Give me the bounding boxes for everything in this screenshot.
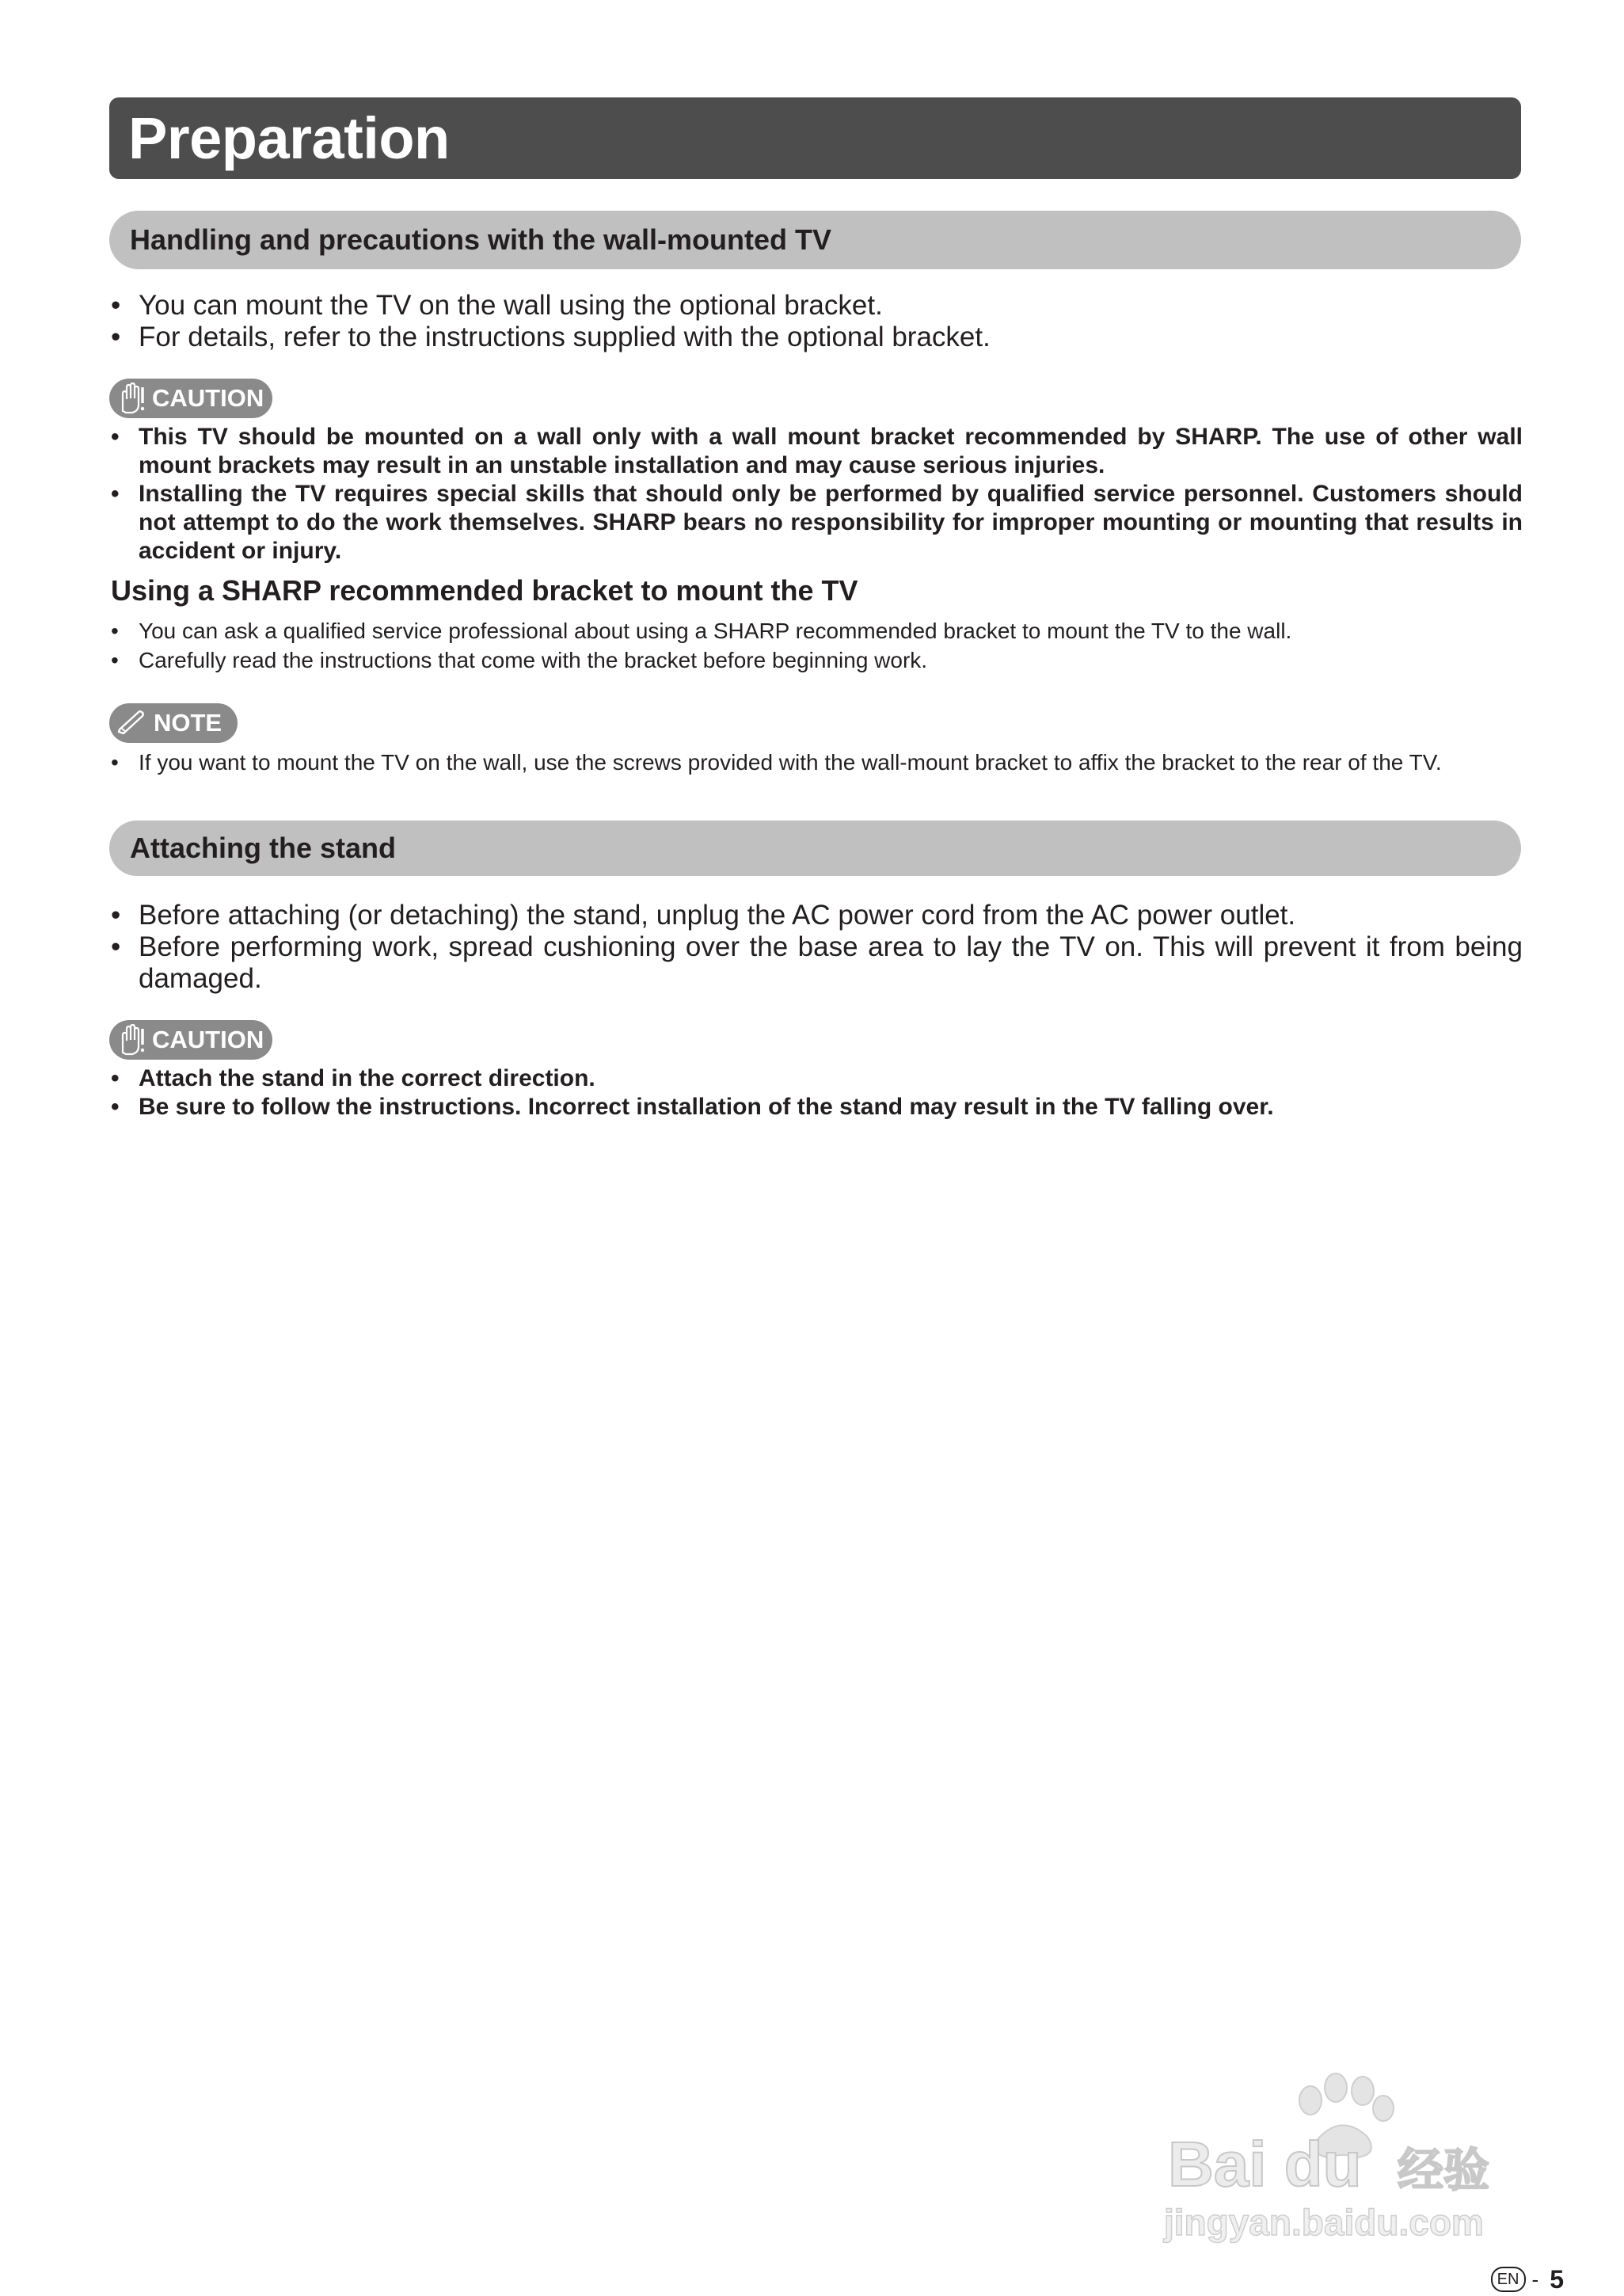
page-title-bar	[109, 97, 1521, 179]
list-item: • You can ask a qualified service professional about using a SHARP recommended bracket to mount the TV to the wall.	[111, 619, 1292, 643]
hand-warning-icon	[109, 1024, 152, 1056]
watermark-brand: Bai du	[1168, 2129, 1362, 2199]
list-item: • Before attaching (or detaching) the stand, unplug the AC power cord from the AC power outlet.	[111, 900, 1296, 931]
stand-intro	[109, 900, 1523, 995]
footer-separator: -	[1531, 2267, 1539, 2291]
caution-list	[109, 1064, 1523, 1121]
caution-label: CAUTION	[152, 384, 264, 412]
page-footer	[1491, 2265, 1564, 2294]
hand-warning-icon	[109, 383, 152, 414]
section-heading-wall-mount	[109, 211, 1521, 269]
watermark-brand-cn: 经验	[1398, 2143, 1490, 2197]
bracket-list	[109, 616, 1523, 675]
watermark-url: jingyan.baidu.com	[1164, 2202, 1484, 2243]
subheading-sharp-bracket: Using a SHARP recommended bracket to mount the TV	[111, 574, 858, 607]
note-badge	[109, 703, 238, 743]
list-item: • If you want to mount the TV on the wall, use the screws provided with the wall-mount bracket to affix the bracket to the rear of the TV.	[111, 750, 1442, 775]
page-number: 5	[1550, 2264, 1564, 2294]
list-item: • You can mount the TV on the wall using the optional bracket.	[111, 290, 883, 321]
caution-badge	[109, 1020, 272, 1060]
list-item: • Attach the stand in the correct direction.	[111, 1065, 595, 1091]
section-heading-stand	[109, 821, 1521, 876]
section-heading-text: Handling and precautions with the wall-mounted TV	[130, 223, 832, 256]
list-item: • For details, refer to the instructions supplied with the optional bracket.	[111, 322, 991, 352]
caution-list	[109, 423, 1523, 565]
list-item: • This TV should be mounted on a wall only with a wall mount bracket recommended by SHARP. The use of other wall mount brackets may result in an unstable installation and may cause serious injuries.	[111, 424, 1523, 478]
caution-badge	[109, 379, 272, 418]
list-item: • Installing the TV requires special skills that should only be performed by qualified service personnel. Customers should not attempt to do the work themselves. SHARP bears no responsibility for improper mounting or mounting that results in accident or injury.	[111, 481, 1523, 564]
section-heading-text: Attaching the stand	[130, 832, 397, 864]
pencil-note-icon	[109, 710, 154, 737]
baidu-watermark	[1160, 2051, 1540, 2249]
note-label: NOTE	[154, 709, 222, 737]
list-item: • Before performing work, spread cushioning over the base area to lay the TV on. This will prevent it from being damaged.	[111, 931, 1523, 994]
wall-mount-intro	[109, 290, 1523, 353]
caution-label: CAUTION	[152, 1026, 264, 1053]
list-item: • Carefully read the instructions that come with the bracket before beginning work.	[111, 648, 928, 672]
language-badge: EN	[1491, 2267, 1526, 2292]
page-title: Preparation	[128, 105, 450, 171]
list-item: • Be sure to follow the instructions. Incorrect installation of the stand may result in the TV falling over.	[111, 1094, 1274, 1120]
note-list	[109, 748, 1523, 777]
